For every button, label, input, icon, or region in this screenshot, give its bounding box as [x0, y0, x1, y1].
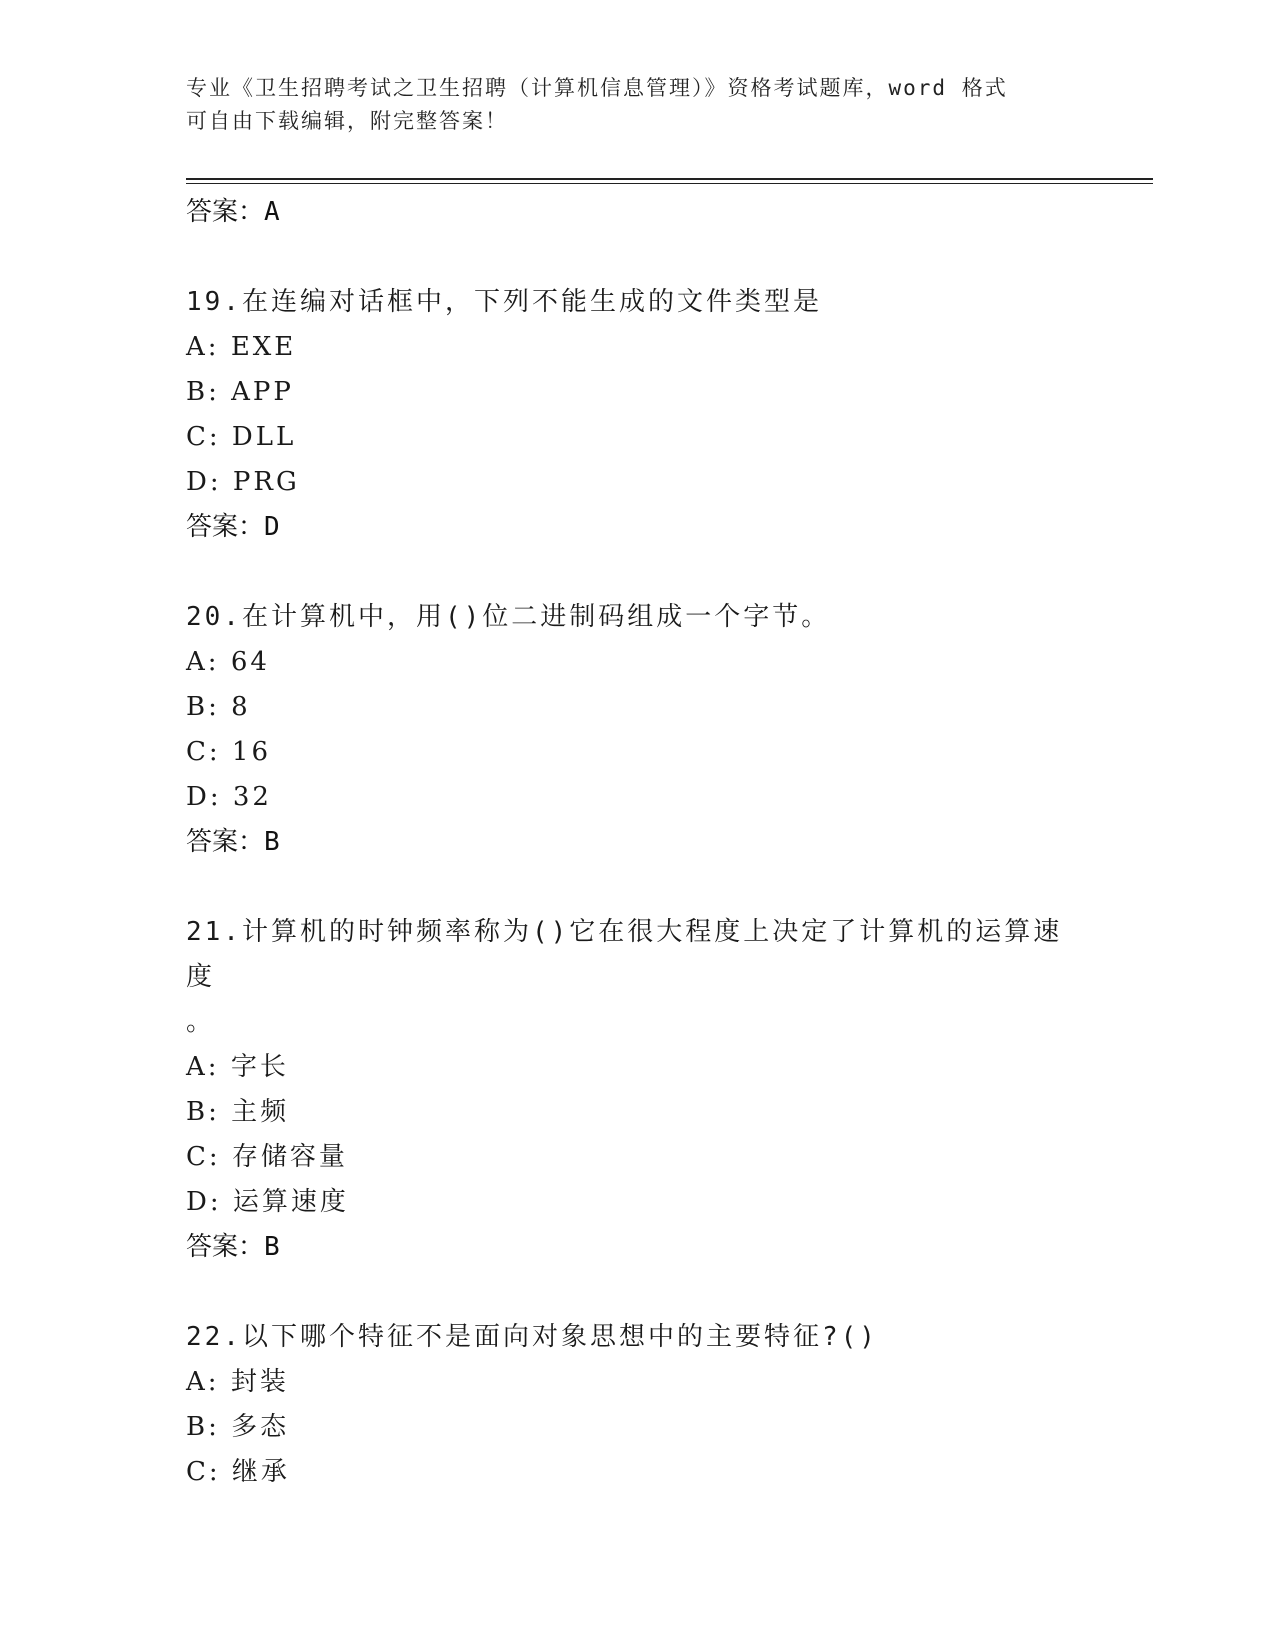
spacer	[186, 865, 1086, 910]
question-list	[186, 190, 1086, 1495]
option-b: B: 主频	[186, 1097, 290, 1127]
option-a: A: 字长	[186, 1052, 289, 1082]
answer-line	[186, 190, 1086, 235]
option-d: D: 32	[186, 782, 272, 812]
question-22	[186, 1315, 1086, 1495]
option-a: A: 封装	[186, 1367, 289, 1397]
question-19	[186, 280, 1086, 550]
option-b: B: 8	[186, 692, 251, 722]
header-line-2: 可自由下载编辑，附完整答案！	[186, 109, 508, 133]
spacer	[186, 235, 1086, 280]
question-stem: 20.在计算机中，用()位二进制码组成一个字节。	[186, 602, 831, 632]
answer-label: 答案：	[186, 827, 265, 857]
answer-label: 答案：	[186, 512, 265, 542]
answer-value: B	[264, 1232, 280, 1262]
spacer	[186, 1270, 1086, 1315]
question-stem-continuation: 。	[186, 1007, 216, 1037]
question-stem: 19.在连编对话框中，下列不能生成的文件类型是	[186, 287, 822, 317]
header-rule-thick	[186, 178, 1153, 180]
option-a: A: 64	[186, 647, 270, 677]
header-rule-thin	[186, 183, 1153, 184]
option-a: A: EXE	[186, 332, 297, 362]
document-header	[186, 72, 1066, 138]
option-d: D: 运算速度	[186, 1187, 349, 1217]
answer-value: D	[264, 512, 280, 542]
option-b: B: APP	[186, 377, 294, 407]
option-d: D: PRG	[186, 467, 300, 497]
answer-line	[186, 1225, 1086, 1270]
answer-label: 答案：	[186, 1232, 265, 1262]
answer-value: A	[264, 197, 280, 227]
option-c: C: 16	[186, 737, 272, 767]
question-stem: 21.计算机的时钟频率称为()它在很大程度上决定了计算机的运算速度	[186, 917, 1063, 992]
option-c: C: DLL	[186, 422, 297, 452]
question-20	[186, 595, 1086, 865]
answer-value: B	[264, 827, 280, 857]
option-c: C: 存储容量	[186, 1142, 348, 1172]
option-c: C: 继承	[186, 1457, 290, 1487]
option-b: B: 多态	[186, 1412, 290, 1442]
answer-line	[186, 820, 1086, 865]
question-stem: 22.以下哪个特征不是面向对象思想中的主要特征?()	[186, 1322, 878, 1352]
spacer	[186, 550, 1086, 595]
answer-line	[186, 505, 1086, 550]
question-21	[186, 910, 1086, 1270]
header-line-1: 专业《卫生招聘考试之卫生招聘（计算机信息管理）》资格考试题库，word 格式	[186, 76, 1008, 100]
answer-label: 答案：	[186, 197, 265, 227]
